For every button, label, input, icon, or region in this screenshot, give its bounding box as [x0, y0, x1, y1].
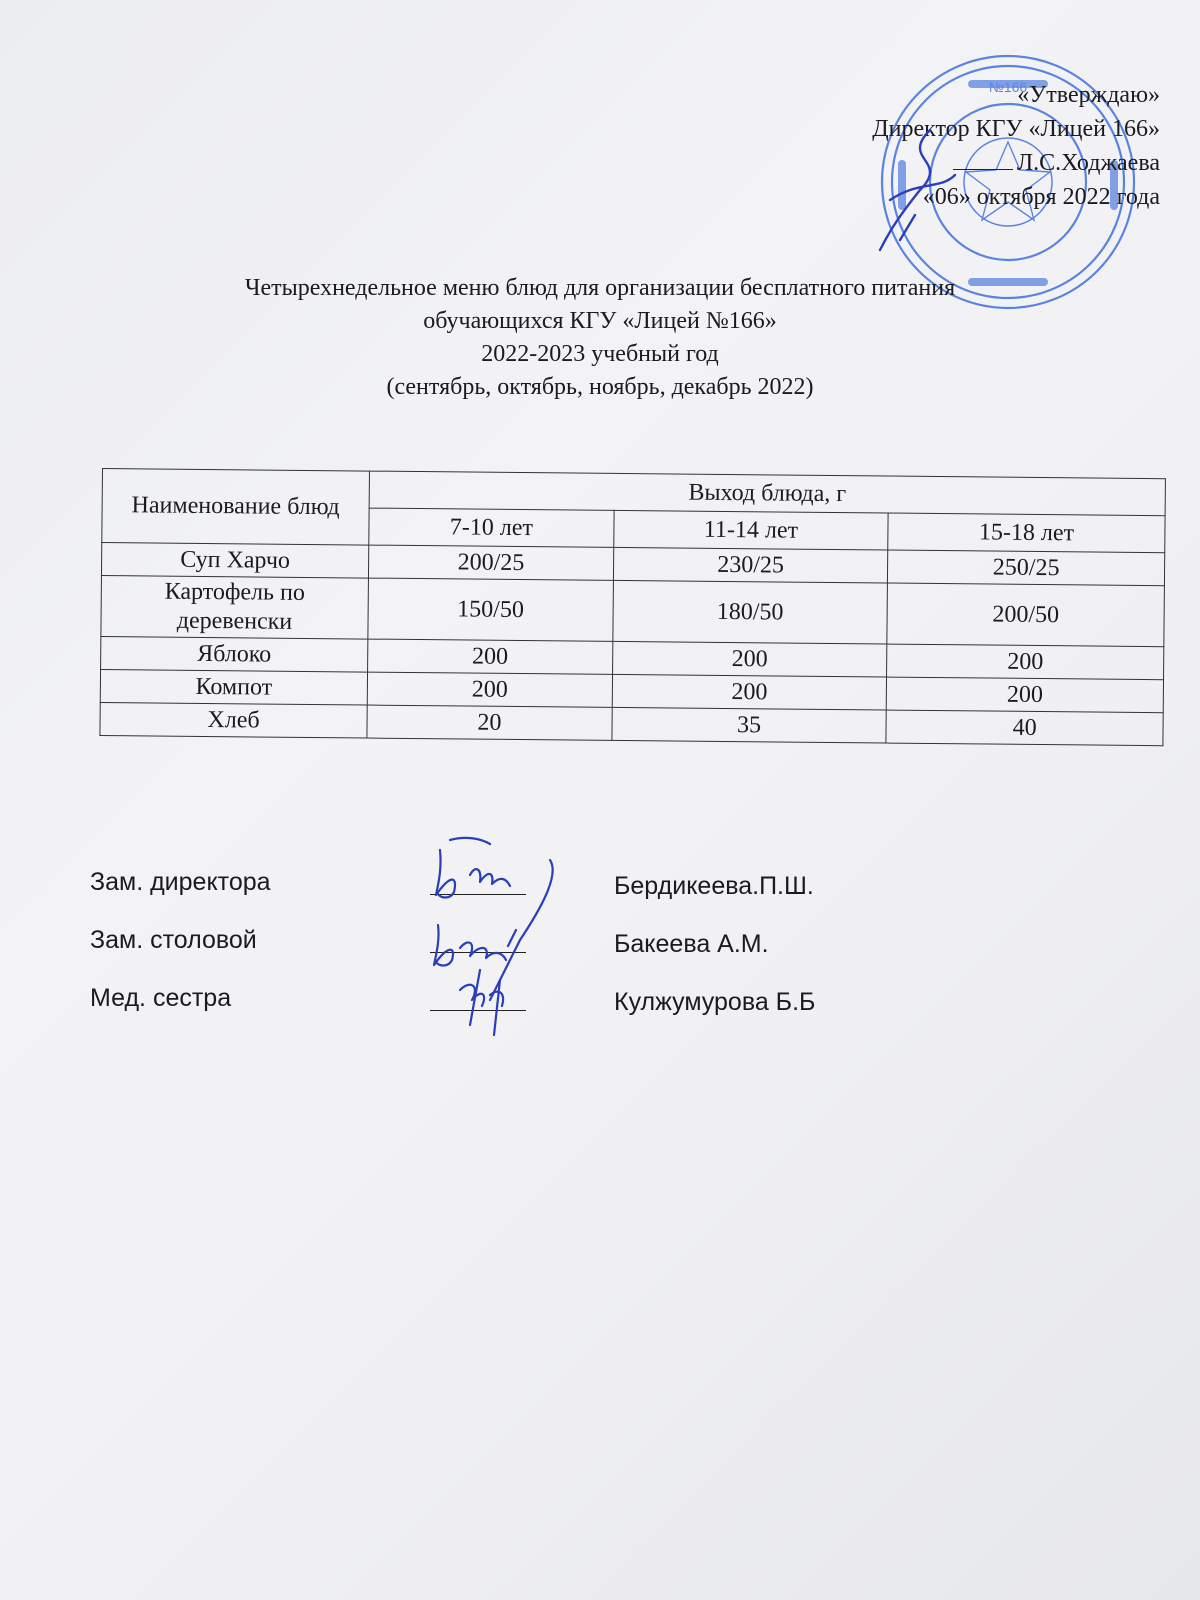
dish-value: 200 [367, 672, 612, 707]
dish-value: 250/25 [888, 550, 1165, 586]
approval-heading: «Утверждаю» [1017, 82, 1160, 108]
header-age-7-10: 7-10 лет [369, 508, 614, 547]
dish-value: 40 [886, 710, 1163, 746]
header-age-15-18: 15-18 лет [888, 513, 1165, 553]
approval-position: Директор КГУ «Лицей 166» [872, 116, 1160, 143]
dish-name: Яблоко [101, 636, 368, 672]
document-title [140, 272, 1060, 404]
signatory-name: Бакеева А.М. [614, 930, 769, 958]
dish-value: 20 [367, 705, 612, 740]
dish-value: 200/50 [887, 583, 1164, 647]
dish-value: 150/50 [368, 578, 613, 641]
title-line-2: обучающихся КГУ «Лицей №166» [423, 308, 777, 335]
dish-value: 180/50 [613, 580, 888, 644]
dish-name: Компот [100, 669, 367, 705]
dish-value: 230/25 [613, 547, 888, 583]
dish-value: 200 [612, 674, 887, 710]
signatory-name: Бердикеева.П.Ш. [614, 872, 814, 900]
dish-name: Суп Харчо [101, 543, 368, 579]
signatory-name: Кулжумурова Б.Б [614, 988, 816, 1016]
title-line-1: Четырехнедельное меню блюд для организации бесплатного питания [244, 275, 956, 301]
title-line-4: (сентябрь, октябрь, ноябрь, декабрь 2022) [386, 374, 814, 401]
dish-name: Хлеб [100, 702, 367, 738]
table-row [101, 575, 1165, 646]
signatory-role: Мед. сестра [90, 984, 232, 1012]
dish-value: 200/25 [368, 545, 613, 580]
header-output: Выход блюда, г [369, 471, 1165, 516]
approval-date: «06» октября 2022 года [922, 184, 1160, 211]
dish-value: 200 [886, 677, 1163, 713]
signatory-role: Зам. директора [90, 868, 271, 896]
menu-table [99, 468, 1166, 746]
director-signature [860, 120, 970, 260]
header-dish-name: Наименование блюд [102, 469, 370, 546]
signatory-role: Зам. столовой [90, 926, 257, 954]
header-age-11-14: 11-14 лет [614, 510, 889, 550]
stamp-number: №166 [988, 79, 1028, 95]
dish-name: Картофель по деревенски [101, 575, 369, 639]
dish-value: 35 [612, 707, 887, 743]
title-line-3: 2022-2023 учебный год [481, 341, 719, 368]
dish-value: 200 [368, 639, 613, 674]
dish-value: 200 [887, 644, 1164, 680]
dish-value: 200 [612, 641, 887, 677]
approval-signer-name: Л.С.Ходжаева [1016, 150, 1160, 177]
handwritten-signatures [420, 820, 580, 1050]
